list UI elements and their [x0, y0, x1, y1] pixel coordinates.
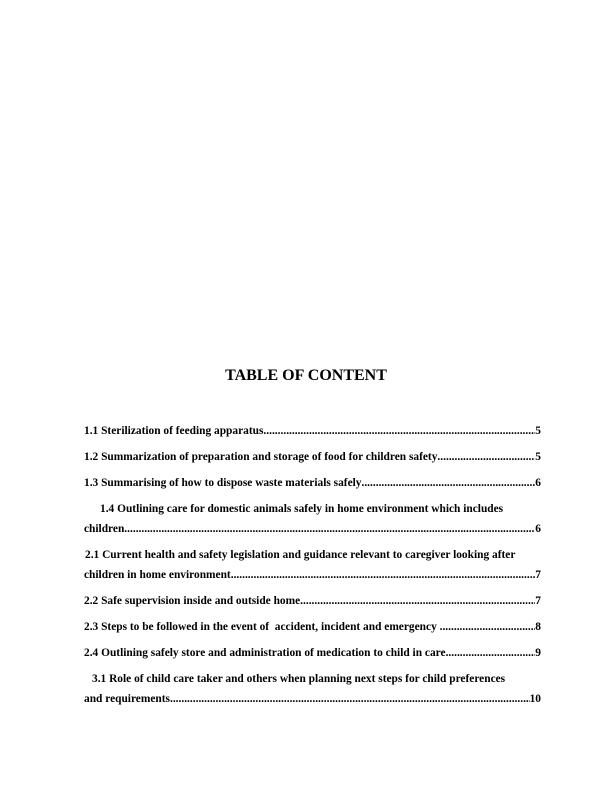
dot-leader [124, 521, 535, 537]
dot-leader [440, 619, 536, 635]
toc-entry-text: children [84, 523, 125, 535]
dot-leader [263, 423, 535, 439]
toc-entry-text: 3.1 Role of child care taker and others when planning next steps for child preferences [92, 673, 506, 685]
toc-entry-text: 2.3 Steps to be followed in the event of accident, incident and emergency [84, 621, 440, 633]
toc-line [84, 547, 541, 563]
toc-line [84, 645, 541, 661]
dot-leader [170, 691, 530, 707]
toc-entry-2-1[interactable] [84, 547, 541, 583]
toc-page-number: 7 [535, 569, 541, 581]
dot-leader [446, 645, 536, 661]
toc-entry-text: 2.1 Current health and safety legislation and guidance relevant to caregiver looking after [85, 549, 516, 561]
toc-page-number: 5 [535, 425, 541, 437]
toc-line [84, 475, 541, 491]
toc-entry-2-2[interactable] [84, 593, 541, 609]
toc-line [84, 501, 541, 517]
dot-leader [437, 449, 535, 465]
toc-page-number: 6 [535, 523, 541, 535]
toc-entry-text: 1.2 Summarization of preparation and storage of food for children safety [84, 451, 438, 463]
toc-entry-3-1[interactable] [84, 671, 541, 707]
toc-entry-1-3[interactable] [84, 475, 541, 491]
dot-leader [361, 475, 535, 491]
toc-page-number: 8 [535, 621, 541, 633]
toc-page-number: 6 [535, 477, 541, 489]
toc-entry-text: 1.1 Sterilization of feeding apparatus [84, 425, 264, 437]
toc-line [84, 593, 541, 609]
toc-entry-text: 1.3 Summarising of how to dispose waste materials safely [84, 477, 362, 489]
toc-line [84, 671, 541, 687]
toc-page-number: 5 [535, 451, 541, 463]
toc-line [84, 567, 541, 583]
toc-line [84, 423, 541, 439]
toc-entry-text: 1.4 Outlining care for domestic animals safely in home environment which includes [100, 503, 504, 515]
toc-entry-2-3[interactable] [84, 619, 541, 635]
toc-entry-1-4[interactable] [84, 501, 541, 537]
toc-heading: TABLE OF CONTENT [225, 367, 387, 384]
toc-entry-text: 2.4 Outlining safely store and administration of medication to child in care [84, 647, 446, 659]
toc-line [84, 691, 541, 707]
toc-entry-text: and requirements [84, 693, 170, 705]
dot-leader [300, 593, 535, 609]
toc-entry-1-1[interactable] [84, 423, 541, 439]
dot-leader [231, 567, 536, 583]
toc-entry-2-4[interactable] [84, 645, 541, 661]
toc-page-number: 9 [535, 647, 541, 659]
toc-entry-text: 2.2 Safe supervision inside and outside home [84, 595, 301, 607]
toc-line [84, 619, 541, 635]
toc-page-number: 7 [535, 595, 541, 607]
toc-page-number: 10 [529, 693, 541, 705]
toc-line [84, 449, 541, 465]
toc-list [84, 423, 541, 707]
toc-entry-text: children in home environment [84, 569, 231, 581]
toc-entry-1-2[interactable] [84, 449, 541, 465]
toc-line [84, 521, 541, 537]
